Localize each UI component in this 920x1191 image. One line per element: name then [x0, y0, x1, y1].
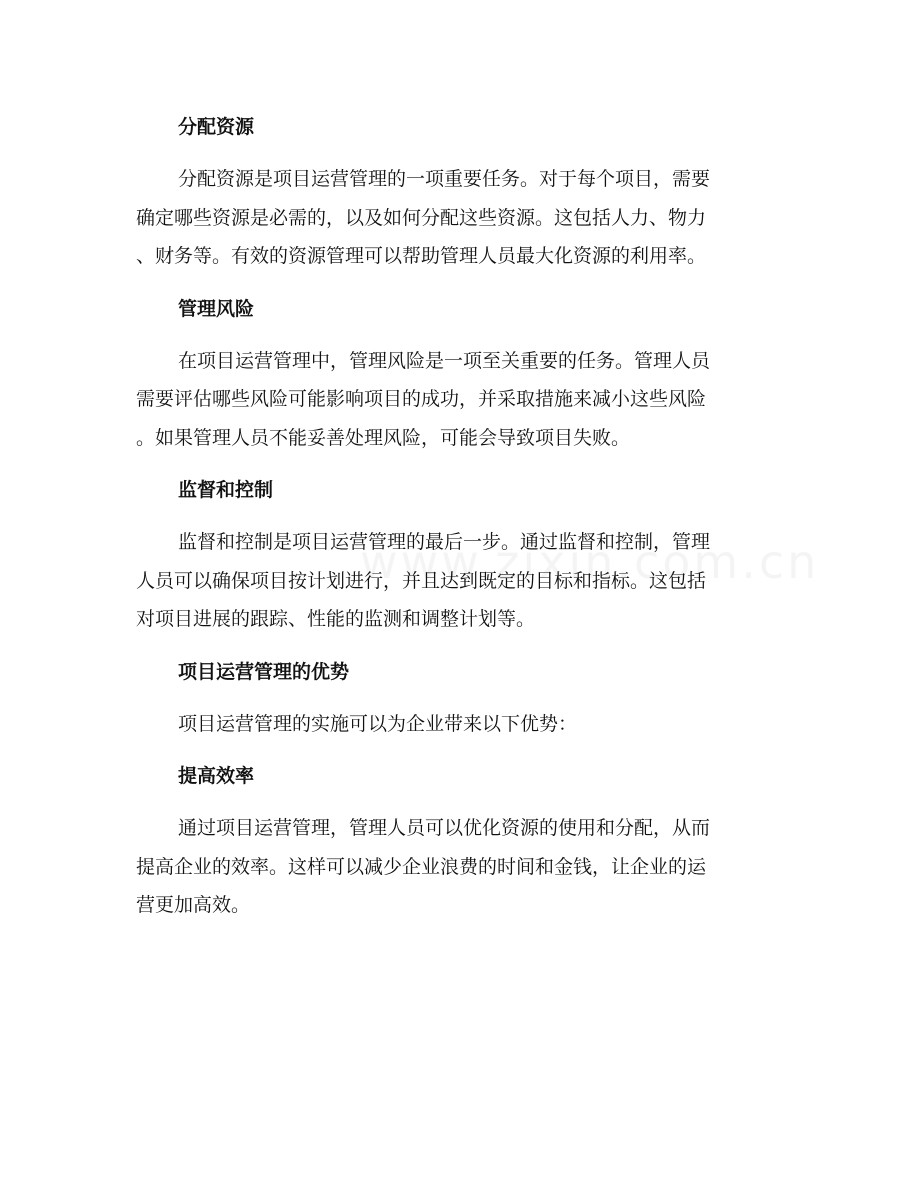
document-body	[136, 108, 784, 939]
paragraph-line: 。如果管理人员不能妥善处理风险，可能会导致项目失败。	[136, 426, 631, 449]
section-heading: 管理风险	[178, 297, 255, 320]
paragraph-line: 通过项目运营管理，管理人员可以优化资源的使用和分配，从而	[178, 817, 711, 839]
section-allocate-resources	[136, 108, 784, 276]
paragraph-line: 营更加高效。	[136, 894, 251, 916]
paragraph-line: 项目运营管理的实施可以为企业带来以下优势：	[178, 712, 578, 735]
paragraph-line: 提高企业的效率。这样可以减少企业浪费的时间和金钱，让企业的运	[136, 855, 707, 878]
section-heading: 监督和控制	[178, 479, 274, 501]
paragraph-line: 确定哪些资源是必需的，以及如何分配这些资源。这包括人力、物力	[136, 206, 707, 229]
paragraph-line: 、财务等。有效的资源管理可以帮助管理人员最大化资源的利用率。	[136, 245, 707, 267]
paragraph-line: 分配资源是项目运营管理的一项重要任务。对于每个项目，需要	[178, 168, 711, 190]
section-paragraph	[136, 523, 784, 639]
section-heading: 分配资源	[178, 116, 255, 138]
section-advantages	[136, 653, 784, 744]
paragraph-line: 人员可以确保项目按计划进行，并且达到既定的目标和指标。这包括	[136, 569, 707, 592]
paragraph-line: 监督和控制是项目运营管理的最后一步。通过监督和控制，管理	[178, 531, 711, 553]
paragraph-line: 需要评估哪些风险可能影响项目的成功，并采取措施来减小这些风险	[136, 388, 707, 410]
section-monitor-control	[136, 471, 784, 639]
section-paragraph	[136, 342, 784, 458]
paragraph-line: 在项目运营管理中，管理风险是一项至关重要的任务。管理人员	[178, 349, 711, 372]
section-paragraph	[136, 705, 784, 744]
section-heading: 项目运营管理的优势	[178, 660, 350, 683]
paragraph-line: 对项目进展的跟踪、性能的监测和调整计划等。	[136, 608, 536, 630]
section-paragraph	[136, 809, 784, 925]
section-improve-efficiency	[136, 757, 784, 925]
section-manage-risk	[136, 290, 784, 458]
section-heading: 提高效率	[178, 765, 255, 787]
section-paragraph	[136, 160, 784, 276]
